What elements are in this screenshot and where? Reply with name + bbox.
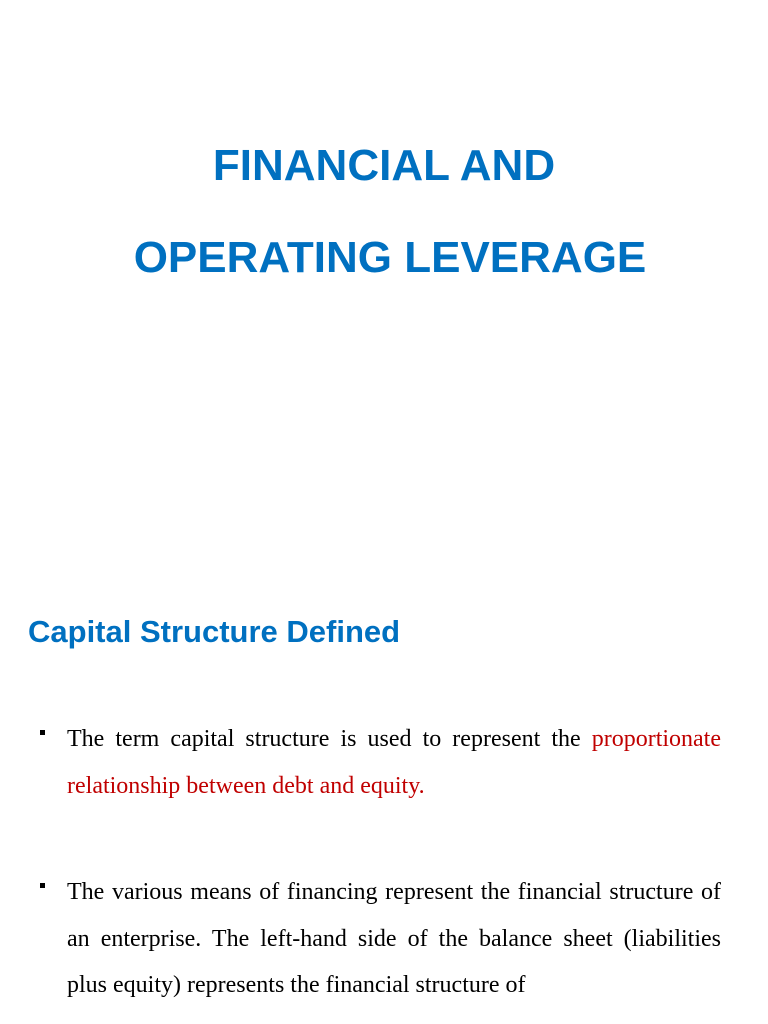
section-heading: Capital Structure Defined — [28, 614, 401, 649]
list-item-text: The various means of financing represent the financial structure of an enterprise. The left-hand side of the balance sheet (liabilities plus equity) represents the financial structure of — [67, 879, 721, 998]
list-item-text-plain: The term capital structure is used to represent the — [67, 726, 592, 752]
bullet-square-icon — [40, 869, 66, 916]
list-item-text-highlight: proportionate relationship between debt and equity. — [67, 726, 721, 799]
bullet-square-icon — [40, 716, 66, 763]
title-line-2: OPERATING LEVERAGE — [133, 233, 647, 282]
list-item — [40, 716, 721, 809]
list-item-text — [67, 716, 721, 809]
list-item — [40, 869, 721, 1009]
title-line-1: FINANCIAL AND — [212, 141, 556, 190]
